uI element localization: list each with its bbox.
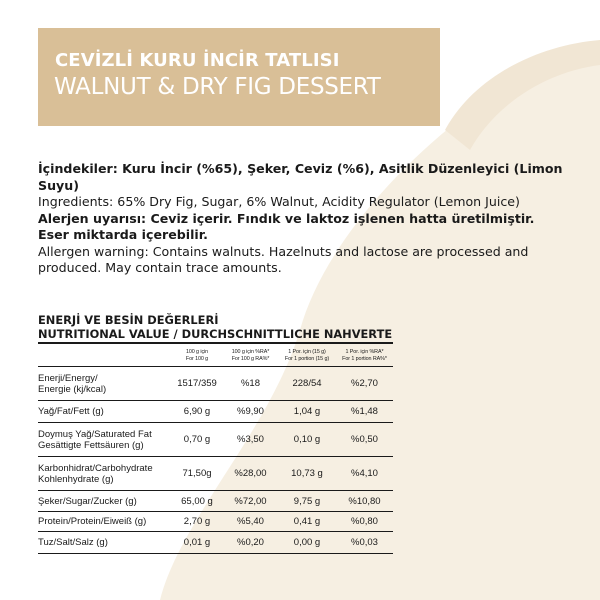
value-per-100g: 0,01 g	[171, 532, 223, 554]
column-header-per-100g: 100 g için For 100 g	[171, 345, 223, 367]
ingredients-english: Ingredients: 65% Dry Fig, Sugar, 6% Walnut, Acidity Regulator (Lemon Juice)	[38, 194, 520, 209]
nutrition-heading	[38, 313, 392, 341]
ingredients-block	[38, 161, 568, 277]
value-per-portion: 228/54	[278, 367, 336, 401]
value-per-portion-ra: %10,80	[336, 491, 393, 512]
value-per-portion-ra: %4,10	[336, 457, 393, 491]
value-per-portion-ra: %2,70	[336, 367, 393, 401]
column-header-nutrient	[38, 345, 171, 367]
value-per-portion: 9,75 g	[278, 491, 336, 512]
value-per-100g: 71,50g	[171, 457, 223, 491]
value-per-100g: 0,70 g	[171, 423, 223, 457]
table-row-fat	[38, 401, 393, 423]
allergen-turkish-text: Ceviz içerir. Fındık ve laktoz işlenen hatta üretilmiştir. Eser miktarda içerebilir.	[38, 210, 535, 242]
value-per-100g-ra: %72,00	[223, 491, 278, 512]
column-header-per-100g-ra: 100 g için %RA* For 100 g RA%*	[223, 345, 278, 367]
nutrient-name: Enerji/Energy/ Energie (kj/kcal)	[38, 367, 171, 401]
value-per-portion-ra: %0,50	[336, 423, 393, 457]
value-per-100g-ra: %5,40	[223, 512, 278, 532]
table-row-protein	[38, 512, 393, 532]
nutrient-name: Karbonhidrat/Carbohydrate Kohlenhydrate (g)	[38, 457, 171, 491]
column-header-per-portion-ra: 1 Por. için %RA* For 1 portion RA%*	[336, 345, 393, 367]
value-per-100g-ra: %0,20	[223, 532, 278, 554]
nutrient-name: Yağ/Fat/Fett (g)	[38, 401, 171, 423]
value-per-portion: 0,10 g	[278, 423, 336, 457]
ingredients-turkish	[38, 161, 568, 194]
ingredients-turkish-text: Kuru İncir (%65), Şeker, Ceviz (%6), Asitlik Düzenleyici (Limon Suyu)	[38, 161, 563, 193]
table-row-saturated-fat	[38, 423, 393, 457]
table-row-carbohydrate	[38, 457, 393, 491]
value-per-portion-ra: %0,03	[336, 532, 393, 554]
value-per-100g-ra: %3,50	[223, 423, 278, 457]
table-row-salt	[38, 532, 393, 554]
ingredients-turkish-label: İçindekiler:	[38, 161, 118, 176]
nutrition-heading-line2: NUTRITIONAL VALUE / DURCHSCHNITTLICHE NAHVERTE	[38, 327, 393, 341]
value-per-100g: 6,90 g	[171, 401, 223, 423]
value-per-portion-ra: %0,80	[336, 512, 393, 532]
nutrition-table	[38, 345, 393, 554]
allergen-turkish-label: Alerjen uyarısı:	[38, 210, 147, 226]
value-per-portion-ra: %1,48	[336, 401, 393, 423]
value-per-portion: 1,04 g	[278, 401, 336, 423]
value-per-100g: 2,70 g	[171, 512, 223, 532]
value-per-portion: 0,41 g	[278, 512, 336, 532]
table-row-energy	[38, 367, 393, 401]
value-per-portion: 0,00 g	[278, 532, 336, 554]
nutrient-name: Tuz/Salt/Salz (g)	[38, 532, 171, 554]
nutrient-name: Protein/Protein/Eiweiß (g)	[38, 512, 171, 532]
value-per-100g-ra: %18	[223, 367, 278, 401]
allergen-turkish	[38, 211, 568, 244]
nutrition-table-header	[38, 345, 393, 367]
product-title-turkish: CEVİZLİ KURU İNCİR TATLISI	[55, 50, 340, 71]
allergen-english: Allergen warning: Contains walnuts. Hazelnuts and lactose are processed and produced. May contain trace amounts.	[38, 243, 529, 275]
value-per-100g: 1517/359	[171, 367, 223, 401]
product-title-english: WALNUT & DRY FIG DESSERT	[54, 74, 381, 100]
nutrient-name: Doymuş Yağ/Saturated Fat Gesättigte Fettsäuren (g)	[38, 423, 171, 457]
nutrition-heading-rule	[38, 342, 393, 344]
value-per-100g-ra: %28,00	[223, 457, 278, 491]
table-row-sugar	[38, 491, 393, 512]
value-per-100g-ra: %9,90	[223, 401, 278, 423]
nutrient-name: Şeker/Sugar/Zucker (g)	[38, 491, 171, 512]
value-per-100g: 65,00 g	[171, 491, 223, 512]
value-per-portion: 10,73 g	[278, 457, 336, 491]
column-header-per-portion: 1 Por. için (15 g) For 1 portion (15 g)	[278, 345, 336, 367]
nutrition-heading-line1: ENERJİ VE BESİN DEĞERLERİ	[38, 313, 219, 327]
